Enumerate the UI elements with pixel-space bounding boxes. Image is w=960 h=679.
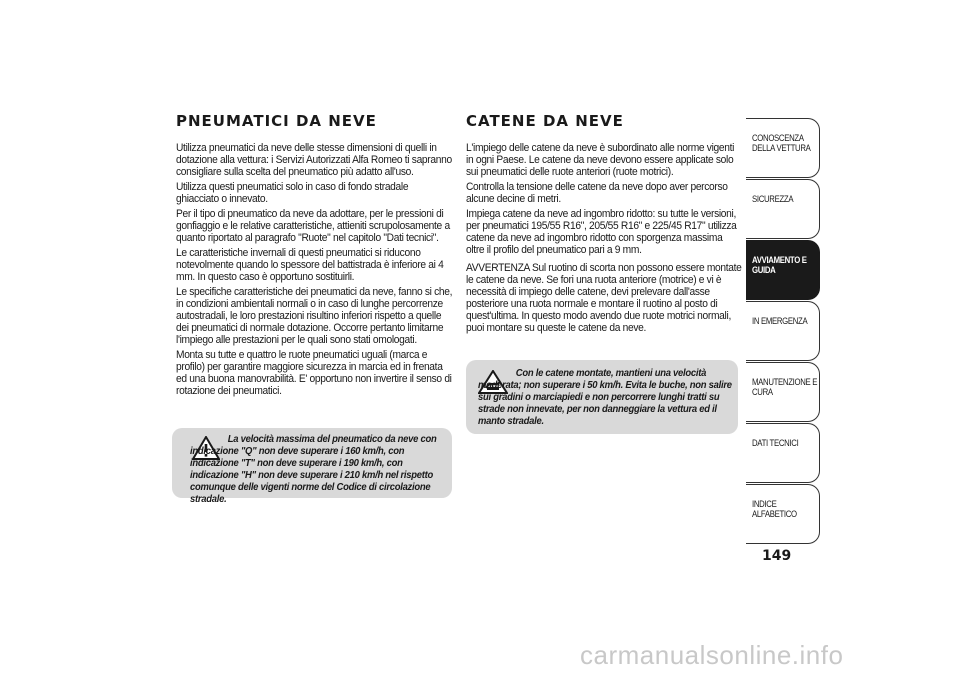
paragraph: Controlla la tensione delle catene da neve dopo aver percorso alcune decine di metri. <box>466 181 728 205</box>
section-title-snow-chains: CATENE DA NEVE <box>466 112 624 130</box>
warning-box-snow-tires <box>172 428 452 505</box>
paragraph: L'impiego delle catene da neve è subordinato alle norme vigenti in ogni Paese. Le catene da neve devono essere applicate solo sui pneumatici delle ruote anteriori (ruote motrici). <box>466 142 735 178</box>
right-column <box>466 112 742 337</box>
chapter-tabs <box>746 118 820 545</box>
page-number: 149 <box>762 548 792 564</box>
tab-label: DATI TECNICI <box>752 438 799 449</box>
tab-label: AVVIAMENTO E GUIDA <box>752 255 807 276</box>
warning-text: Con le catene montate, mantieni una velocità moderata; non superare i 50 km/h. Evita le buche, non salire sui gradini o marciapiedi e non percorrere lunghi tratti su strade non innevate, per non danneggiare la vettura ed il manto stradale. <box>478 367 732 427</box>
paragraph: Per il tipo di pneumatico da neve da adottare, per le pressioni di gonfiaggio e le relative caratteristiche, attieniti scrupolosamente a quanto riportato al paragrafo "Ruote" nel capitolo "Dati tecnici". <box>176 208 450 244</box>
tab-label: INDICE ALFABETICO <box>752 499 797 520</box>
paragraph-avvertenza: AVVERTENZA Sul ruotino di scorta non possono essere montate le catene da neve. Se fori una ruota anteriore (motrice) e vi è necessità di impiego delle catene, devi prelevare dall'asse posteriore una ruota normale e montare il ruotino al posto di quest'ultima. In questo modo avendo due ruote motrici normali, puoi montare su queste le catene da neve. <box>466 262 742 334</box>
tab-label: IN EMERGENZA <box>752 316 808 327</box>
paragraph: Monta su tutte e quattro le ruote pneumatici uguali (marca e profilo) per garantire maggiore sicurezza in marcia ed in frenata ed una buona manovrabilità. E' opportuno non invertire il senso di rotazione dei pneumatici. <box>176 349 452 397</box>
tab-conoscenza-della-vettura[interactable] <box>746 118 820 178</box>
tab-avviamento-e-guida[interactable] <box>746 240 820 300</box>
tab-label: MANUTENZIONE E CURA <box>752 377 818 398</box>
tab-label: SICUREZZA <box>752 194 794 205</box>
tab-manutenzione-e-cura[interactable] <box>746 362 820 422</box>
paragraph: Le specifiche caratteristiche dei pneumatici da neve, fanno si che, in condizioni ambientali normali o in caso di lunghe percorrenze autostradali, le loro prestazioni risultino inferiori rispetto a quelle dei pneumatici di normale dotazione. Occorre pertanto limitarne l'impiego alle prestazioni per le quali sono stati omologati. <box>176 286 453 346</box>
tab-label: CONOSCENZA DELLA VETTURA <box>752 133 811 154</box>
paragraph: Utilizza pneumatici da neve delle stesse dimensioni di quelli in dotazione alla vettura: i Servizi Autorizzati Alfa Romeo ti sapranno consigliare sulla scelta del pneumatico più adatto all'uso. <box>176 142 452 178</box>
tab-in-emergenza[interactable] <box>746 301 820 361</box>
watermark: carmanualsonline.info <box>580 640 844 670</box>
warning-text: La velocità massima del pneumatico da neve con indicazione "Q" non deve superare i 160 km/h, con indicazione "T" non deve superare i 190 km/h, con indicazione "H" non deve superare i 210 km/h nel rispetto comunque delle vigenti norme del Codice di circolazione stradale. <box>190 433 437 505</box>
paragraph: Impiega catene da neve ad ingombro ridotto: su tutte le versioni, per pneumatici 195/55 R16", 205/55 R16" e 225/45 R17" utilizza catene da neve ad ingombro ridotto con sporgenza massima oltre il profilo del pneumatico pari a 9 mm. <box>466 208 737 256</box>
section-title-snow-tires: PNEUMATICI DA NEVE <box>176 112 377 130</box>
tab-dati-tecnici[interactable] <box>746 423 820 483</box>
paragraph: Utilizza questi pneumatici solo in caso di fondo stradale ghiacciato o innevato. <box>176 181 409 205</box>
left-column <box>176 112 452 400</box>
warning-box-snow-chains <box>466 360 738 434</box>
tab-sicurezza[interactable] <box>746 179 820 239</box>
paragraph: Le caratteristiche invernali di questi pneumatici si riducono notevolmente quando lo spessore del battistrada è inferiore ai 4 mm. In questo caso è opportuno sostituirli. <box>176 247 444 283</box>
tab-indice-alfabetico[interactable] <box>746 484 820 544</box>
